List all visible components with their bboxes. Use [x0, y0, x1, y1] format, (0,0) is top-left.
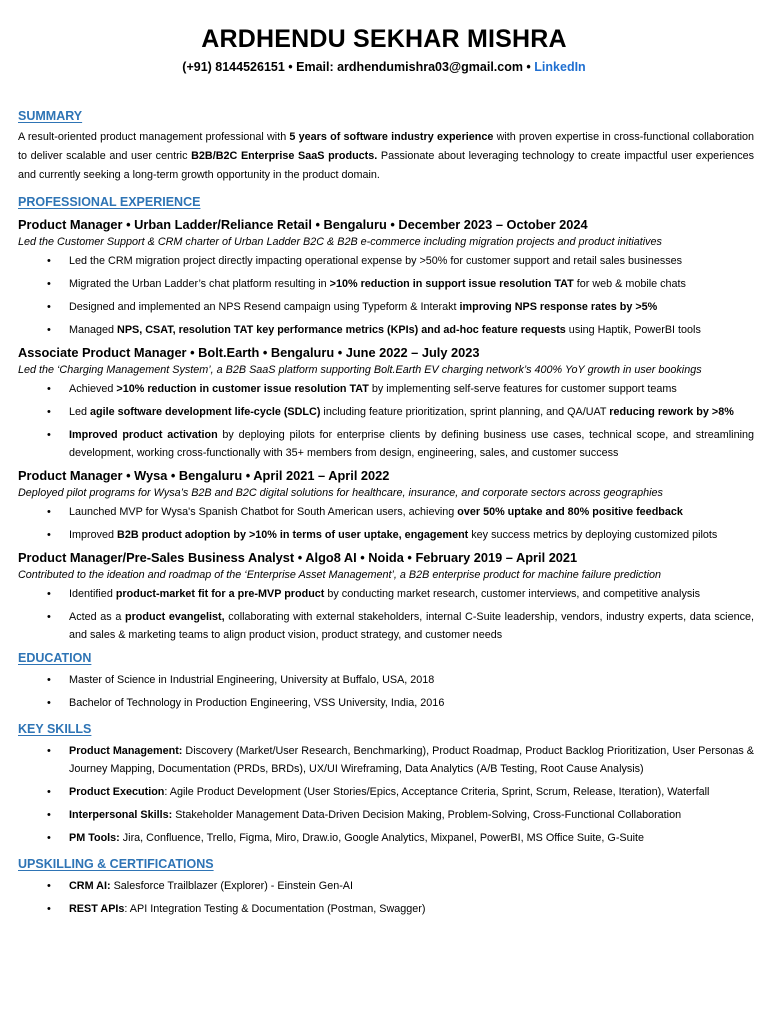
- job-entry: [18, 216, 754, 339]
- text-run: Stakeholder Management Data-Driven Decision Making, Problem-Solving, Cross-Functional Collaboration: [172, 809, 682, 821]
- text-run: by implementing self-serve features for customer support teams: [368, 383, 677, 395]
- bullet-item: [47, 403, 754, 421]
- bullet-item: [47, 829, 754, 847]
- bullet-icon: •: [47, 745, 51, 757]
- bullet-item: [47, 694, 754, 712]
- bullet-item: [47, 671, 754, 689]
- bullet-icon: •: [47, 674, 51, 686]
- bold-text: Product Management:: [69, 745, 183, 757]
- bullet-icon: •: [47, 324, 51, 336]
- bullet-icon: •: [47, 809, 51, 821]
- text-run: by conducting market research, customer interviews, and competitive analysis: [324, 588, 701, 600]
- bold-text: REST APIs: [69, 903, 125, 915]
- bold-text: PM Tools:: [69, 832, 120, 844]
- education-heading: EDUCATION: [18, 651, 92, 665]
- experience-list: [18, 216, 754, 644]
- bold-text: B2B/B2C Enterprise SaaS products.: [191, 150, 378, 162]
- job-bullets: [18, 380, 754, 462]
- text-run: key success metrics by deploying customized pilots: [468, 529, 718, 541]
- bullet-icon: •: [47, 880, 51, 892]
- bold-text: improving NPS response rates by >5%: [459, 301, 658, 313]
- bullet-item: [47, 526, 754, 544]
- text-run: Bachelor of Technology in Production Engineering, VSS University, India, 2016: [69, 697, 445, 709]
- bullet-icon: •: [47, 697, 51, 709]
- bold-text: 5 years of software industry experience: [289, 131, 494, 143]
- bullet-item: [47, 806, 754, 824]
- job-entry: [18, 467, 754, 544]
- contact-line: [0, 59, 768, 75]
- candidate-name: ARDHENDU SEKHAR MISHRA: [201, 25, 567, 53]
- bullet-icon: •: [47, 832, 51, 844]
- education-list: [18, 671, 754, 712]
- skills-heading: KEY SKILLS: [18, 722, 92, 736]
- bullet-item: [47, 252, 754, 270]
- certifications-list: [18, 877, 754, 918]
- job-entry: [18, 549, 754, 644]
- bullet-icon: •: [47, 429, 51, 441]
- bullet-item: [47, 783, 754, 801]
- bullet-icon: •: [47, 529, 51, 541]
- bold-text: CRM AI:: [69, 880, 111, 892]
- job-description: Contributed to the ideation and roadmap of the ‘Enterprise Asset Management’, a B2B enterprise product for machine failure prediction: [18, 569, 661, 581]
- bold-text: agile software development life-cycle (SDLC): [90, 406, 321, 418]
- job-bullets: [18, 252, 754, 339]
- job-heading: Product Manager/Pre-Sales Business Analyst • Algo8 AI • Noida • February 2019 – April 2021: [18, 550, 578, 565]
- bold-text: >10% reduction in customer issue resolution TAT: [116, 383, 369, 395]
- bold-text: Improved product activation: [69, 429, 218, 441]
- certifications-heading: UPSKILLING & CERTIFICATIONS: [18, 857, 214, 871]
- text-run: Discovery (Market/User Research, Benchmarking), Product Roadmap, Product Backlog Prioritization, User Personas & Journey Mapping, Documentation (PRDs, BRDs), UX/UI Wireframing, Data Analytics (A/B Testing, Root Cause Analysis): [69, 745, 754, 775]
- bullet-item: [47, 742, 754, 778]
- text-run: Managed: [69, 324, 118, 336]
- text-run: Migrated the Urban Ladder’s chat platform resulting in: [69, 278, 330, 290]
- summary-text: [18, 128, 754, 185]
- text-run: Passionate about leveraging technology to create impactful user experiences and currently seeking a long-term growth opportunity in the product domain.: [18, 150, 754, 181]
- skills-list: [18, 742, 754, 847]
- text-run: Designed and implemented an NPS Resend campaign using Typeform & Interakt: [69, 301, 460, 313]
- bullet-item: [47, 900, 754, 918]
- job-heading: Product Manager • Urban Ladder/Reliance Retail • Bengaluru • December 2023 – October 2024: [18, 217, 588, 232]
- bullet-icon: •: [47, 903, 51, 915]
- bullet-icon: •: [47, 406, 51, 418]
- bullet-item: [47, 380, 754, 398]
- bullet-item: [47, 426, 754, 462]
- text-run: using Haptik, PowerBI tools: [565, 324, 701, 336]
- bullet-item: [47, 585, 754, 603]
- text-run: Achieved: [69, 383, 117, 395]
- bold-text: NPS, CSAT, resolution TAT key performance metrics (KPIs) and ad-hoc feature requests: [117, 324, 566, 336]
- text-run: Identified: [69, 588, 116, 600]
- bullet-icon: •: [47, 301, 51, 313]
- bullet-icon: •: [47, 611, 51, 623]
- bullet-icon: •: [47, 506, 51, 518]
- job-description: Led the ‘Charging Management System’, a B2B SaaS platform supporting Bolt.Earth EV charging network’s 400% YoY growth in user bookings: [18, 364, 702, 376]
- bold-text: >10% reduction in support issue resolution TAT: [329, 278, 574, 290]
- text-run: : API Integration Testing & Documentation (Postman, Swagger): [124, 903, 426, 915]
- text-run: Jira, Confluence, Trello, Figma, Miro, Draw.io, Google Analytics, Mixpanel, PowerBI, MS Office Suite, G-Suite: [119, 832, 645, 844]
- job-bullets: [18, 503, 754, 544]
- text-run: Launched MVP for Wysa's Spanish Chatbot for South American users, achieving: [69, 506, 458, 518]
- text-run: for web & mobile chats: [573, 278, 686, 290]
- bullet-item: [47, 877, 754, 895]
- resume-content: [18, 107, 754, 923]
- text-run: Improved: [69, 529, 118, 541]
- text-run: Master of Science in Industrial Engineering, University at Buffalo, USA, 2018: [69, 674, 435, 686]
- bullet-icon: •: [47, 588, 51, 600]
- text-run: A result-oriented product management professional with: [18, 131, 290, 143]
- summary-heading: SUMMARY: [18, 109, 83, 123]
- contact-details: (+91) 8144526151 • Email: ardhendumishra03@gmail.com •: [182, 60, 535, 74]
- bold-text: product evangelist,: [124, 611, 225, 623]
- bullet-item: [47, 608, 754, 644]
- text-run: Salesforce Trailblazer (Explorer) - Einstein Gen-AI: [110, 880, 354, 892]
- bold-text: B2B product adoption by >10% in terms of user uptake, engagement: [117, 529, 469, 541]
- text-run: Led: [69, 406, 91, 418]
- text-run: Led the CRM migration project directly impacting operational expense by >50% for customer support and retail sales businesses: [69, 255, 683, 267]
- bold-text: over 50% uptake and 80% positive feedback: [457, 506, 683, 518]
- text-run: collaborating with external stakeholders, internal C-Suite leadership, vendors, industry experts, data science, and sales & marketing teams to align product vision, product strategy, and customer needs: [69, 611, 754, 641]
- bullet-icon: •: [47, 786, 51, 798]
- text-run: Acted as a: [69, 611, 125, 623]
- job-description: Led the Customer Support & CRM charter of Urban Ladder B2C & B2B e-commerce including migration projects and product initiatives: [18, 236, 662, 248]
- text-run: including feature prioritization, sprint planning, and QA/UAT: [320, 406, 610, 418]
- bold-text: reducing rework by >8%: [609, 406, 734, 418]
- text-run: with proven expertise in cross-functional collaboration to deliver scalable and user centric: [18, 131, 754, 162]
- job-entry: [18, 344, 754, 462]
- bullet-icon: •: [47, 278, 51, 290]
- experience-heading: PROFESSIONAL EXPERIENCE: [18, 195, 201, 209]
- job-description: Deployed pilot programs for Wysa’s B2B and B2C digital solutions for healthcare, insurance, and corporate sectors across geographies: [18, 487, 663, 499]
- job-bullets: [18, 585, 754, 644]
- bullet-icon: •: [47, 383, 51, 395]
- bullet-item: [47, 275, 754, 293]
- bold-text: Interpersonal Skills:: [69, 809, 173, 821]
- text-run: by deploying pilots for enterprise clients by defining business use cases, technical scope, and streamlining development, working cross-functionally with 35+ members from design, engineering, sales, and customer success: [69, 429, 754, 459]
- bold-text: Product Execution: [69, 786, 165, 798]
- bold-text: product-market fit for a pre-MVP product: [115, 588, 325, 600]
- job-heading: Associate Product Manager • Bolt.Earth • Bengaluru • June 2022 – July 2023: [18, 345, 480, 360]
- bullet-icon: •: [47, 255, 51, 267]
- bullet-item: [47, 503, 754, 521]
- bullet-item: [47, 298, 754, 316]
- bullet-item: [47, 321, 754, 339]
- job-heading: Product Manager • Wysa • Bengaluru • April 2021 – April 2022: [18, 468, 390, 483]
- linkedin-link[interactable]: LinkedIn: [534, 60, 586, 74]
- text-run: : Agile Product Development (User Stories/Epics, Acceptance Criteria, Sprint, Scrum, Release, Iteration), Waterfall: [164, 786, 710, 798]
